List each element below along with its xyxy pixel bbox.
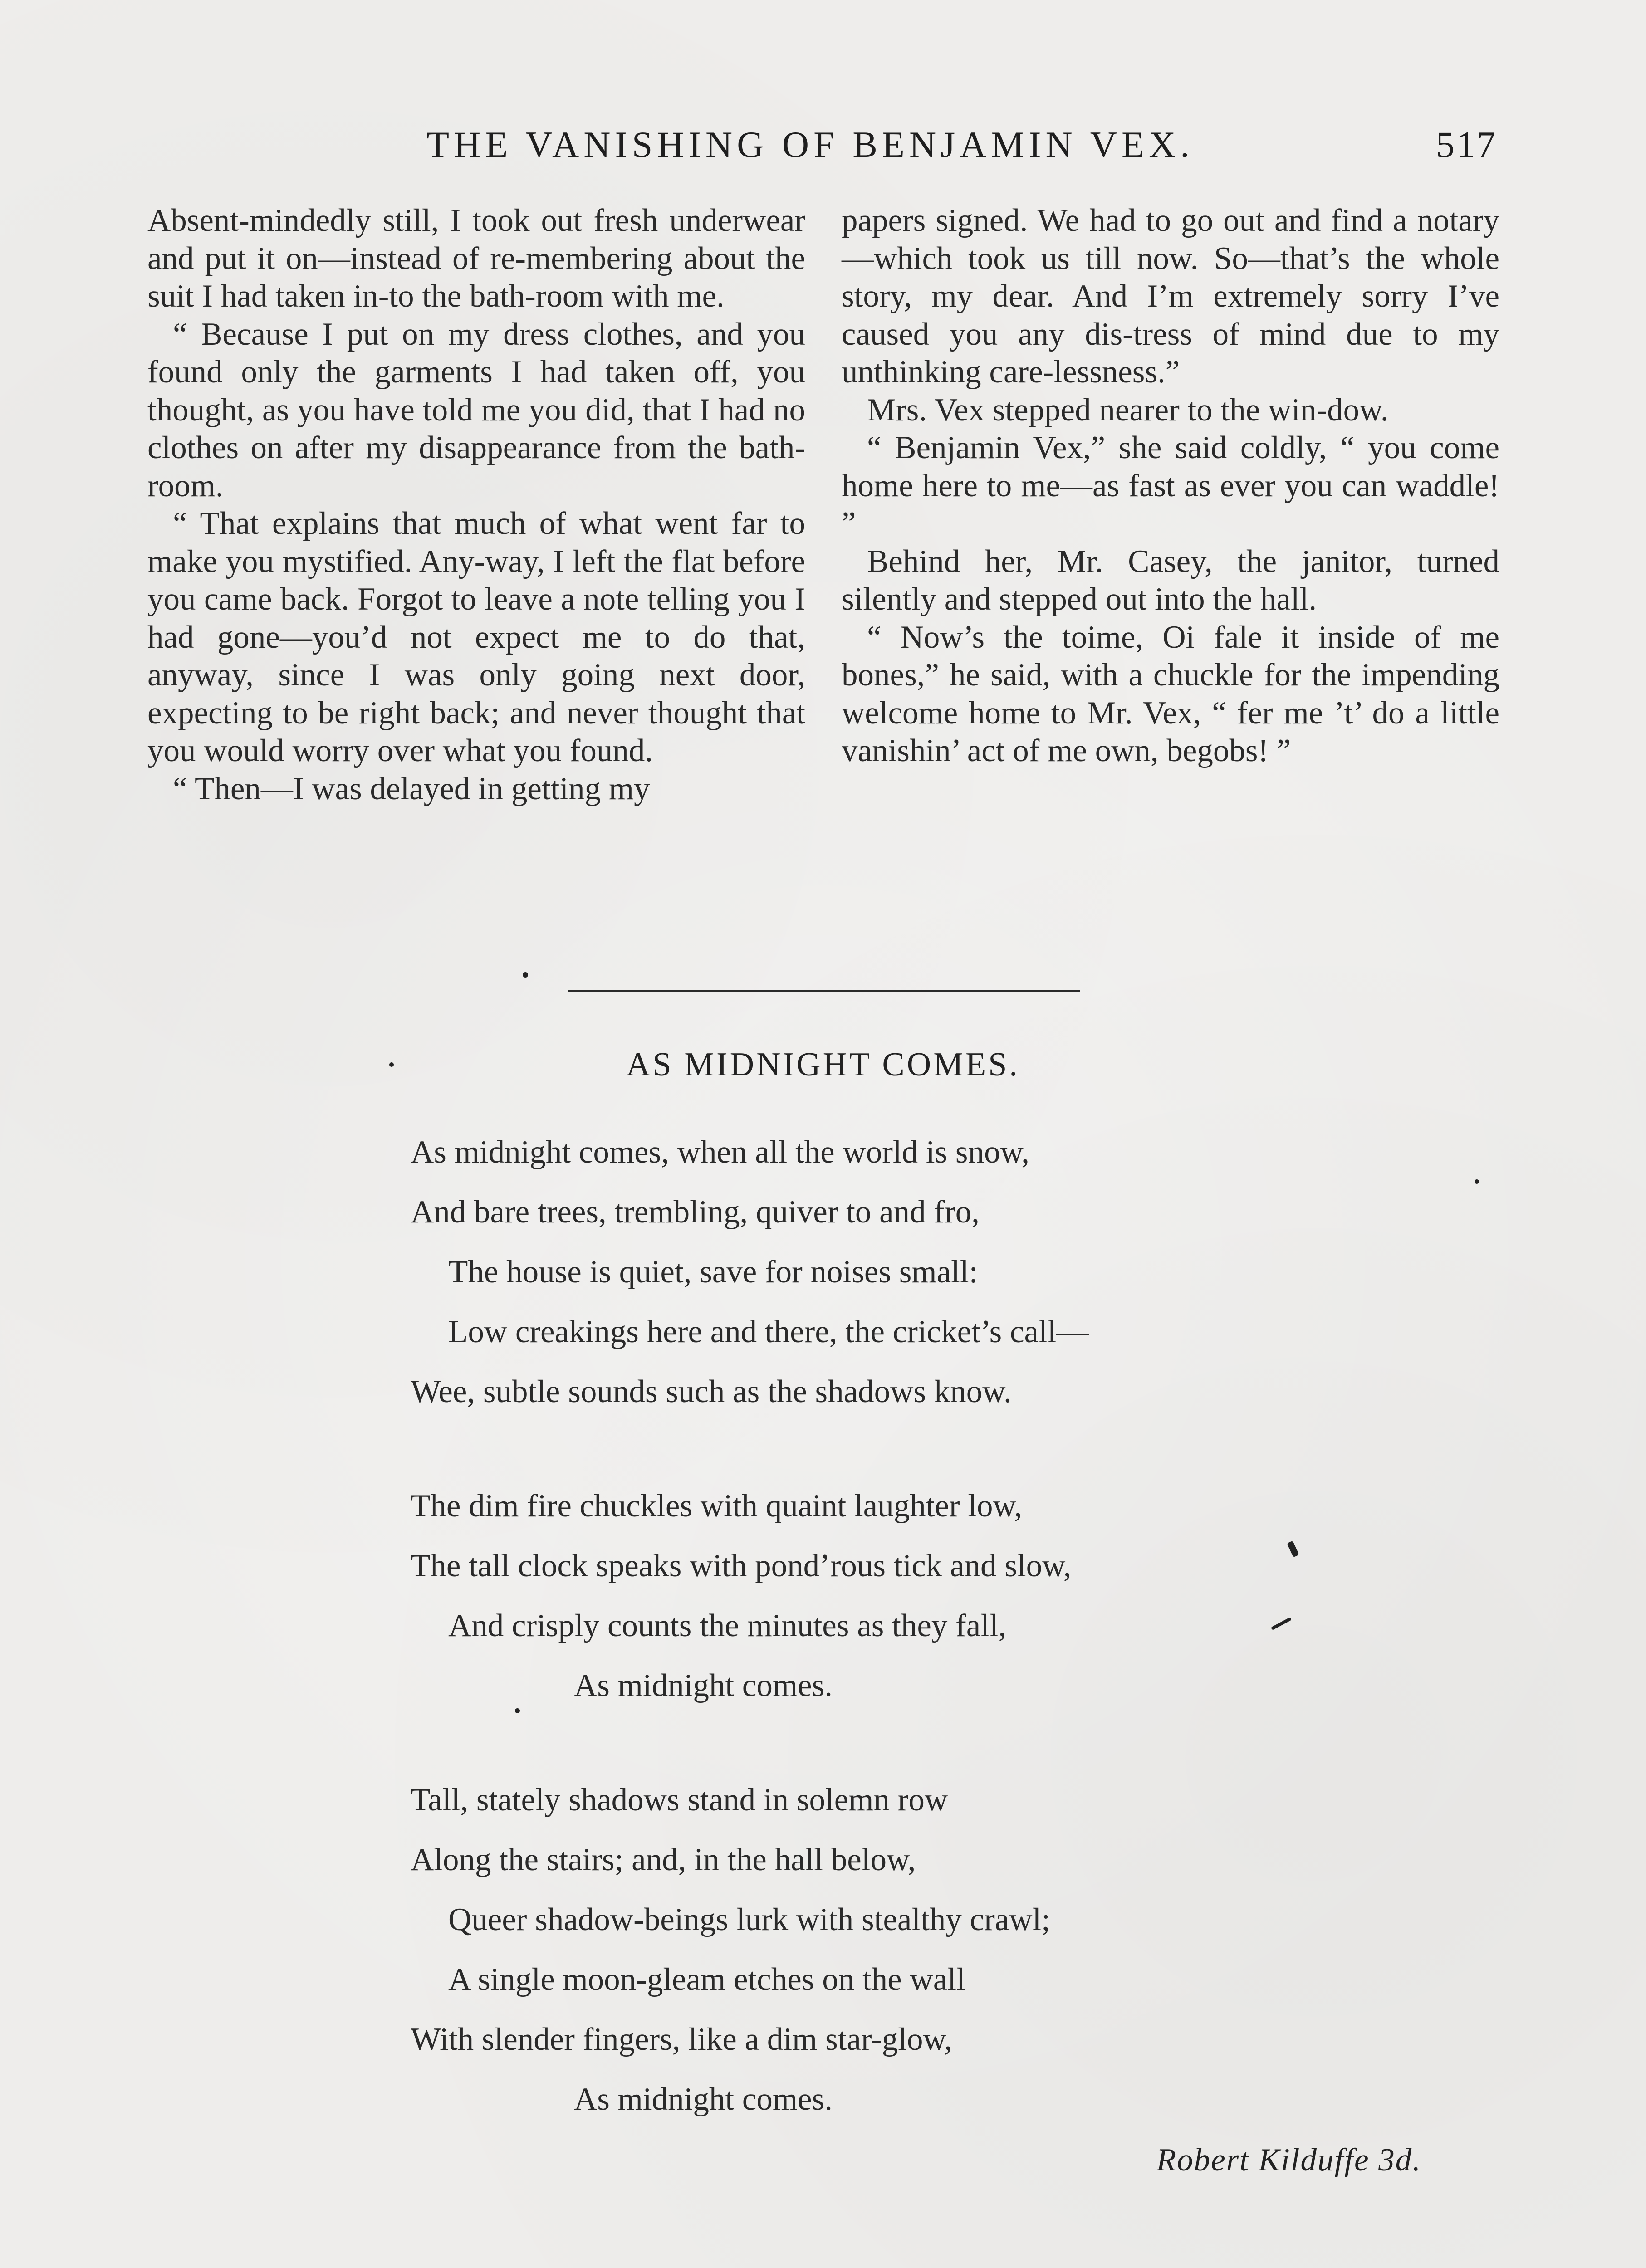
poem-line: Low creakings here and there, the cricket’s call— [448, 1314, 1089, 1349]
poem-line: Queer shadow-beings lurk with stealthy crawl; [448, 1902, 1050, 1937]
ink-speck [389, 1062, 394, 1067]
ink-speck [1475, 1179, 1479, 1184]
story-paragraph: Behind her, Mr. Casey, the janitor, turned silently and stepped out into the hall. [842, 543, 1499, 617]
story-paragraph: “ Then—I was delayed in getting my [173, 771, 650, 807]
story-paragraph: Mrs. Vex stepped nearer to the win-dow. [867, 392, 1389, 428]
poem-line: The house is quiet, save for noises small: [448, 1254, 978, 1290]
poem-line: The dim fire chuckles with quaint laughter low, [411, 1488, 1022, 1524]
story-paragraph: “ Now’s the toime, Oi fale it inside of me bones,” he said, with a chuckle for the impending welcome home to Mr. Vex, “ fer me ’t’ do a little vanishin’ act of me own, begobs! ” [842, 619, 1499, 768]
story-column-left [147, 202, 805, 808]
author-signature: Robert Kilduffe 3d. [1156, 2142, 1421, 2178]
poem-line: And crisply counts the minutes as they fall, [448, 1608, 1007, 1643]
poem-line: The tall clock speaks with pond’rous tick and slow, [411, 1548, 1072, 1584]
running-head [145, 123, 1497, 173]
story-paragraph: “ Benjamin Vex,” she said coldly, “ you come home here to me—as fast as ever you can waddle! ” [842, 430, 1499, 541]
page-number: 517 [1436, 124, 1497, 165]
ink-speck [1287, 1541, 1299, 1558]
ink-speck [1271, 1617, 1292, 1630]
section-divider [568, 990, 1080, 992]
ink-speck [515, 1708, 520, 1713]
story-paragraph: “ Because I put on my dress clothes, and you found only the garments I had taken off, you thought, as you have told me you did, that I had no clothes on after my disappearance from the bath-room. [147, 316, 805, 503]
poem-line: Along the stairs; and, in the hall below, [411, 1842, 916, 1877]
story-paragraph: “ That explains that much of what went far to make you mystified. Any-way, I left the flat before you came back. Forgot to leave a note telling you I had gone—you’d not expect me to do that, anyway, since I was only going next door, expecting to be right back; and never thought that you would worry over what you found. [147, 506, 805, 768]
ink-speck [523, 972, 528, 978]
poem-line: With slender fingers, like a dim star-glow, [411, 2022, 952, 2057]
poem-refrain: As midnight comes. [574, 2082, 833, 2117]
story-paragraph: papers signed. We had to go out and find a notary—which took us till now. So—that’s the whole story, my dear. And I’m extremely sorry I’ve caused you any dis-tress of mind due to my unthinking care-lessness.” [842, 203, 1499, 390]
story-paragraph: Absent-mindedly still, I took out fresh underwear and put it on—instead of re-membering about the suit I had taken in-to the bath-room with me. [147, 203, 805, 314]
poem-refrain: As midnight comes. [574, 1668, 833, 1703]
poem-line: And bare trees, trembling, quiver to and fro, [411, 1194, 980, 1230]
poem-line: As midnight comes, when all the world is snow, [411, 1134, 1029, 1170]
poem-title: AS MIDNIGHT COMES. [626, 1046, 1020, 1083]
poem-line: Wee, subtle sounds such as the shadows know. [411, 1374, 1012, 1409]
poem-line: Tall, stately shadows stand in solemn row [411, 1782, 948, 1818]
running-title: THE VANISHING OF BENJAMIN VEX. [426, 124, 1194, 165]
poem-line: A single moon-gleam etches on the wall [448, 1962, 965, 1997]
story-column-right [842, 202, 1499, 770]
